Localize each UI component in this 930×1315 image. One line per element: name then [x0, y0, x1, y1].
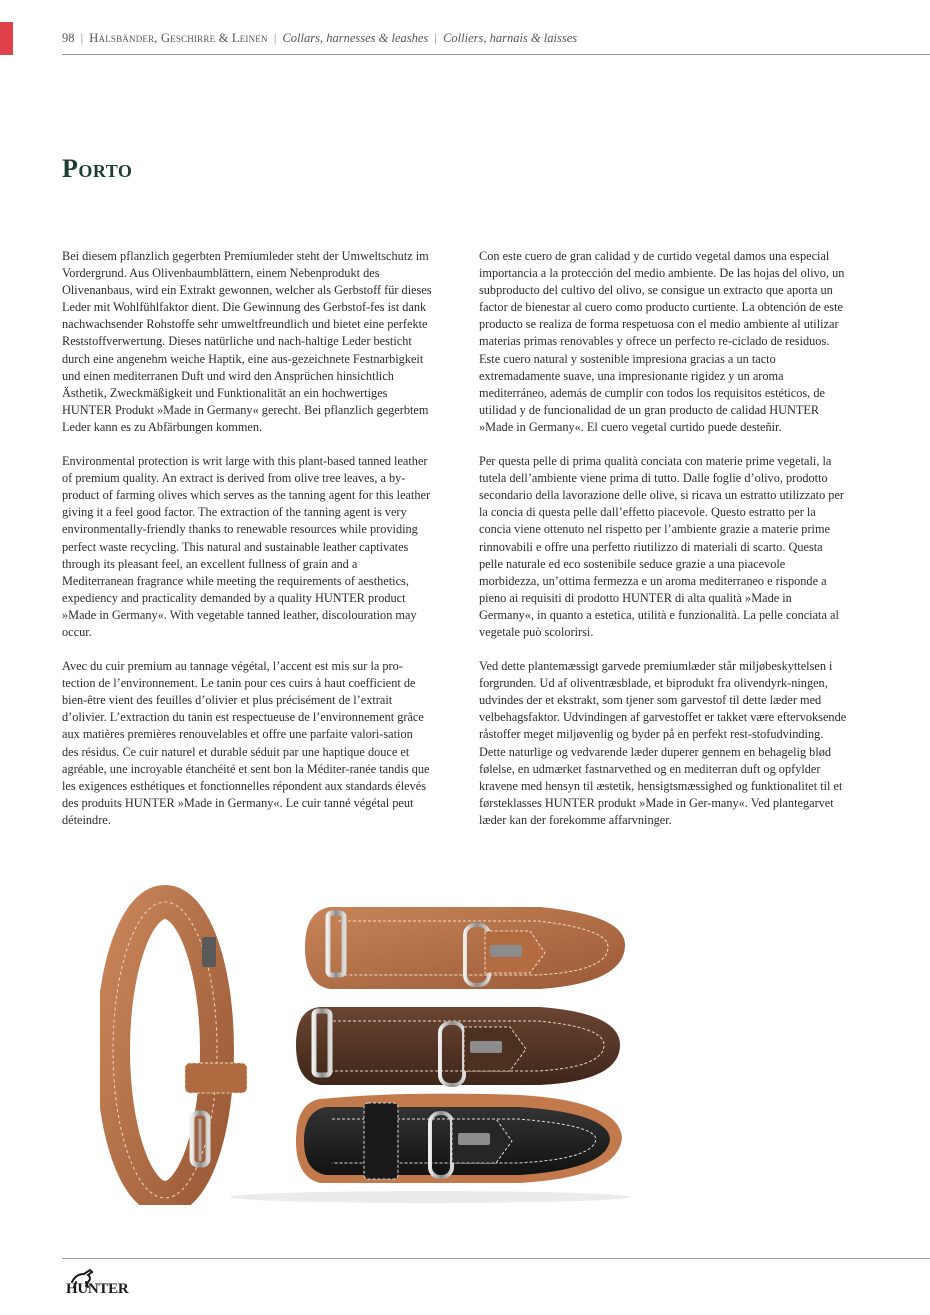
page-title: Porto [62, 154, 133, 183]
collar-standing-tan [113, 902, 247, 1198]
product-photo-collars [100, 885, 640, 1205]
paragraph-german: Bei diesem pflanzlich gegerbten Premiumleder steht der Umweltschutz im Vordergrund. Aus Olivenbaumblättern, einem Nebenprodukt des Olivenanbaus, wird ein Extrakt gewonnen, welcher als Gerbstoff für dieses Leder mit Wohlfühlfaktor dient. Die Gewinnung des Gerbstof-fes ist dank nachwachsender Rohstoffe sehr umweltfreundlich und bietet eine perfekte Reststoffverwertung. Dieses natürliche und nach-haltige Leder besticht durch eine angenehm weiche Haptik, eine aus-gezeichnete Festnarbigkeit und einen mediterranen Duft und wird den Ansprüchen hinsichtlich Ästhetik, Zweckmäßigkeit und Funktionalität an ein hochwertiges HUNTER Produkt »Made in Germany« gerecht. Bei pflanzlich gegerbtem Leder kann es zu Abfärbungen kommen. [62, 249, 432, 434]
brand-tag-icon [490, 945, 522, 957]
footer-rule [62, 1258, 930, 1259]
brand-tag-icon [202, 937, 216, 967]
brand-tag-icon [470, 1041, 502, 1053]
section-marker-tab [0, 22, 13, 55]
paragraph-danish: Ved dette plantemæssigt garvede premiumlæder står miljøbeskyttelsen i forgrunden. Ud af oliventræsblade, et biprodukt fra olivendyrk-ningen, udvindes der et ekstrakt, som tjener som garvestof til dette læder med velbehagsfaktor. Udvindingen af garvestoffet er takket være eftervoksende råstoffer meget miljøvenlig og byder på en perfekt rest-stofudvinding. Dette naturlige og vedvarende læder duperer gennem en behagelig blød følelse, en udmærket fastnarvethed og en mediterran duft og opfylder kravene med hensyn til æstetik, hensigtsmæssighed og funktionalitet til et førsteklasses HUNTER produkt »Made in Ger-many«. Ved plantegarvet læder kan der forekomme affarvninger. [479, 659, 847, 827]
header-separator: | [434, 31, 437, 45]
header-rule [62, 54, 930, 55]
running-header [62, 31, 930, 46]
logo-wordmark: HUNTER [66, 1281, 129, 1297]
collar-middle-brown [296, 1007, 620, 1085]
header-separator: | [80, 31, 84, 45]
header-section-en: Collars, harnesses & leashes [282, 31, 429, 45]
text-column-right [479, 248, 847, 846]
keeper-loop [364, 1103, 398, 1179]
paragraph-english: Environmental protection is writ large with this plant-based tanned leather of premium quality. An extract is derived from olive tree leaves, a by-product of farming olives which serves as the tanning agent for this leather giving it a feel good factor. The extraction of the tanning agent is very environmentally-friendly thanks to renewable resources while providing perfect waste recycling. This natural and sustainable leather captivates through its pleasant feel, an excellent fullness of grain and a Mediterranean fragrance while meeting the requirements of aesthetics, expediency and practicality demanded by a quality HUNTER product »Made in Germany«. With vegetable tanned leather, discolouration may occur. [62, 454, 431, 639]
page-number: 98 [62, 31, 75, 45]
paragraph-italian: Per questa pelle di prima qualità conciata con materie prime vegetali, la tutela dell’ambiente viene prima di tutto. Dalle foglie d’olivo, prodotto secondario della lavorazione delle olive, si ricava un estratto utilizzato per la concia di questa pelle dall’effetto piacevole. Questo estratto per la concia viene ottenuto nel rispetto per l’ambiente grazie a materie prime rinnovabili e offre una perfetto riutilizzo di materiali di scarto. Questa pelle naturale ed eco sostenibile seduce grazie a una piacevole morbidezza, un’ottima fermezza e un aroma mediterraneo e risponde a pieno ai requisiti di prodotto HUNTER di alta qualità »Made in Germany«, in quanto a estetica, utilità e funzionalità. La pelle conciata al vegetale può scolorirsi. [479, 454, 844, 639]
hunter-logo [66, 1266, 136, 1300]
collar-stack [296, 907, 625, 1183]
keeper-loop [185, 1063, 247, 1093]
paragraph-spanish: Con este cuero de gran calidad y de curtido vegetal damos una especial importancia a la protección del medio ambiente. De las hojas del olivo, un subproducto del cultivo del olivo, se consigue un extracto que aporta un factor de bienestar al cuero como producto curtiente. La obtención de este producto se realiza de forma respetuosa con el medio ambiente al utilizar materias primas renovables y ofrece un perfecto re-ciclado de residuos. Este cuero natural y sostenible impresiona gracias a un tacto extremadamente suave, una impresionante rigidez y un aroma mediterráneo, además de cumplir con todos los requisitos estéticos, de utilidad y de funcionalidad de un gran producto de calidad HUNTER »Made in Germany«. El cuero vegetal curtido puede desteñir. [479, 249, 845, 434]
paragraph-french: Avec du cuir premium au tannage végétal, l’accent est mis sur la pro-tection de l’environnement. Le tanin pour ces cuirs à haut coefficient de bien-être vient des feuilles d’olivier et plus précisément de l’extrait d’olivier. L’extraction du tanin est respectueuse de l’environnement grâce aux matières premières renouvelables et offre une parfaite valori-sation des résidus. Ce cuir naturel et durable séduit par une haptique douce et agréable, une incroyable étanchéité et sent bon la Méditer-ranée tandis que les exigences esthétiques et fonctionnelles répondent aux standards élevés des produits HUNTER »Made in Germany«. Le cuir tanné végétal peut déteindre. [62, 659, 430, 827]
header-section-fr: Colliers, harnais & laisses [443, 31, 578, 45]
header-separator: | [273, 31, 277, 45]
brand-tag-icon [458, 1133, 490, 1145]
text-column-left [62, 248, 432, 846]
header-section-de: Halsbänder, Geschirre & Leinen [89, 31, 268, 45]
